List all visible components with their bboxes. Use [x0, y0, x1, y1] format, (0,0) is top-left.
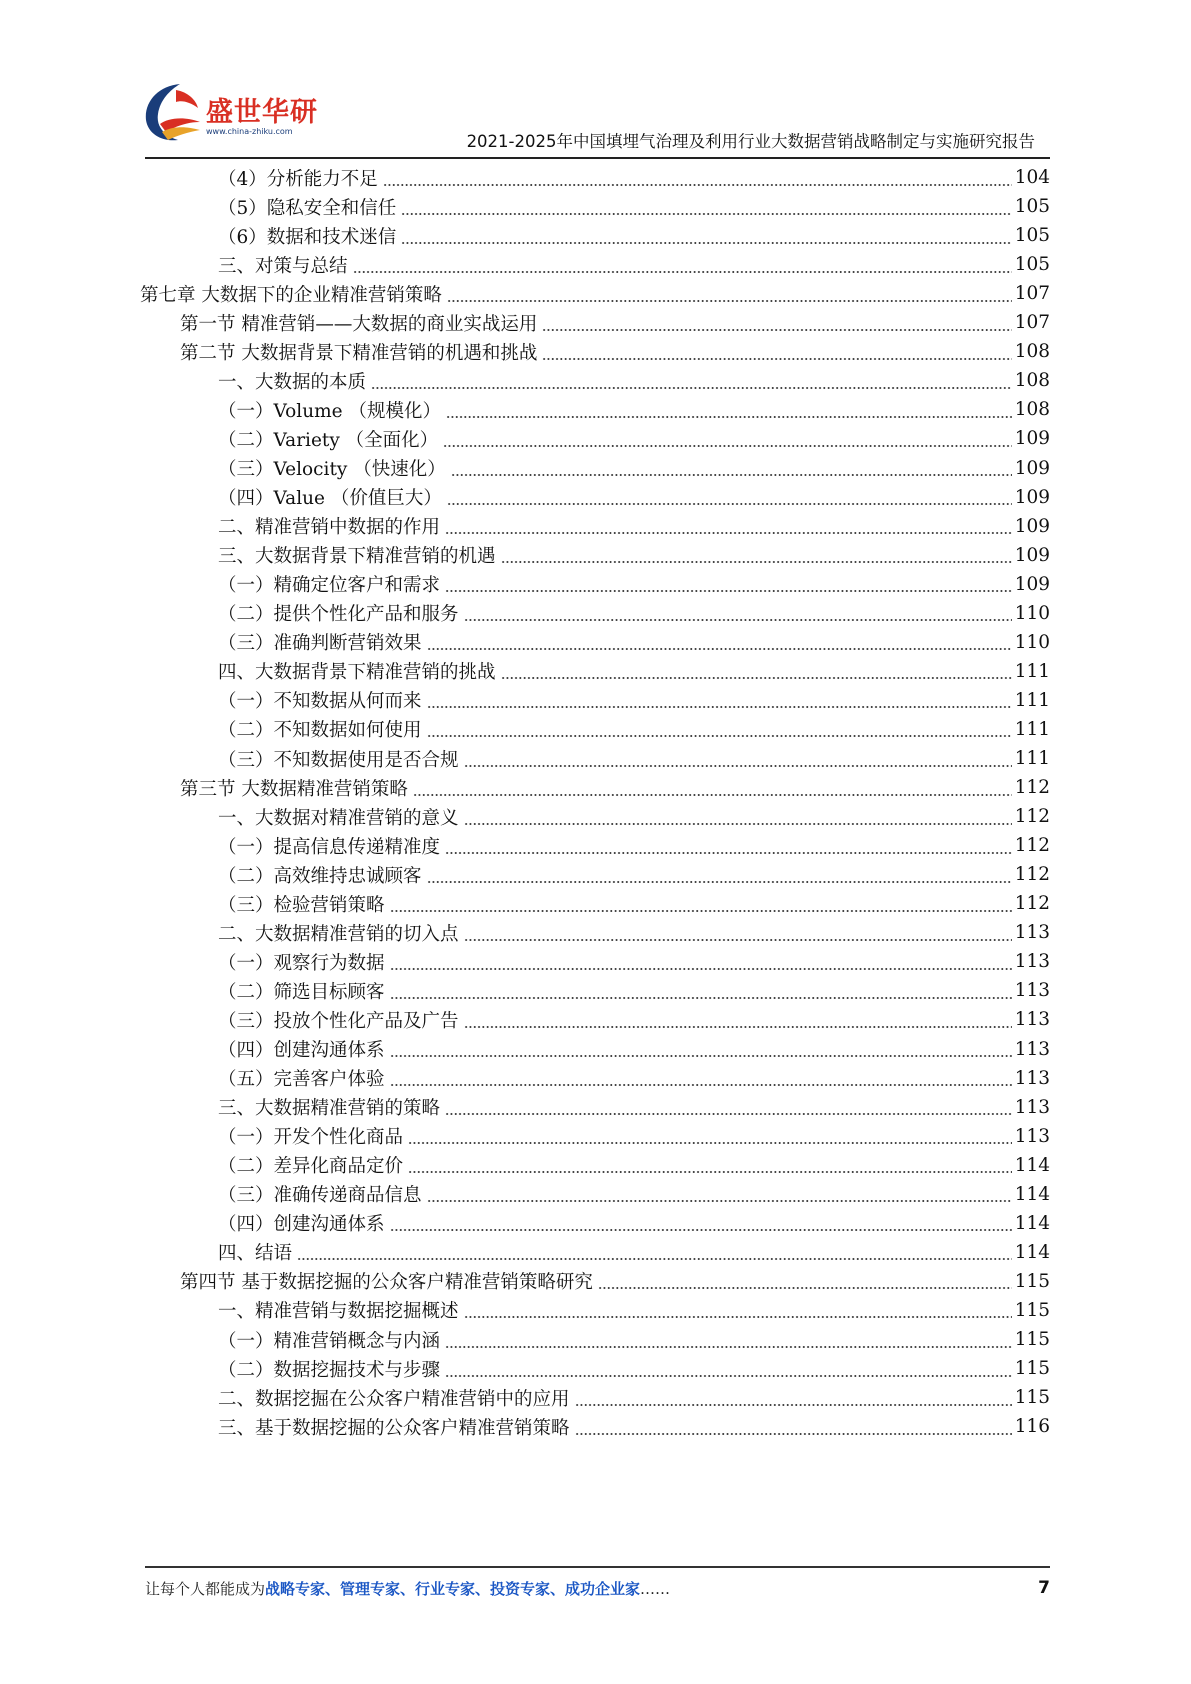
- toc-entry-label: 三、大数据背景下精准营销的机遇: [218, 546, 496, 568]
- toc-leader-dots: [542, 329, 1011, 331]
- toc-entry-label: （三）不知数据使用是否合规: [218, 749, 459, 771]
- toc-entry-label: （四）创建沟通体系: [218, 1214, 385, 1236]
- slogan-highlight: 战略专家、管理专家、行业专家、投资专家、成功企业家: [265, 1580, 641, 1598]
- toc-leader-dots: [390, 1084, 1012, 1086]
- toc-leader-dots: [447, 503, 1012, 505]
- toc-entry-label: 四、大数据背景下精准营销的挑战: [218, 662, 496, 684]
- toc-entry-page: 115: [1014, 1270, 1050, 1292]
- toc-entry[interactable]: [218, 540, 1050, 571]
- toc-entry[interactable]: [218, 1034, 1050, 1065]
- toc-entry-page: 114: [1014, 1154, 1050, 1176]
- toc-entry-label: （一）精确定位客户和需求: [218, 575, 441, 597]
- toc-leader-dots: [401, 213, 1011, 215]
- page-footer: [145, 1578, 1050, 1602]
- toc-leader-dots: [598, 1287, 1012, 1289]
- toc-leader-dots: [542, 358, 1011, 360]
- toc-entry-page: 111: [1014, 718, 1050, 740]
- toc-leader-dots: [353, 271, 1012, 273]
- brand-url: www.china-zhiku.com: [206, 127, 293, 136]
- toc-leader-dots: [464, 1316, 1012, 1318]
- toc-entry[interactable]: [218, 453, 1050, 484]
- toc-entry[interactable]: [218, 249, 1050, 280]
- toc-entry-label: （一）提高信息传递精准度: [218, 836, 441, 858]
- toc-leader-dots: [390, 1229, 1012, 1231]
- toc-entry-label: （5）隐私安全和信任: [218, 197, 397, 219]
- toc-entry-label: （二）不知数据如何使用: [218, 720, 422, 742]
- toc-entry[interactable]: [218, 888, 1050, 919]
- toc-leader-dots: [447, 300, 1012, 302]
- toc-leader-dots: [390, 1055, 1012, 1057]
- toc-leader-dots: [575, 1404, 1012, 1406]
- toc-entry[interactable]: [218, 191, 1050, 222]
- toc-entry-page: 115: [1014, 1329, 1050, 1350]
- toc-entry-page: 112: [1014, 777, 1050, 799]
- toc-leader-dots: [443, 445, 1012, 447]
- toc-leader-dots: [390, 910, 1012, 912]
- toc-entry[interactable]: [218, 917, 1050, 948]
- toc-entry[interactable]: [218, 1353, 1050, 1384]
- toc-entry-page: 104: [1014, 167, 1050, 188]
- toc-entry-page: 113: [1014, 951, 1050, 973]
- toc-entry-page: 112: [1014, 806, 1050, 828]
- toc-entry-label: （4）分析能力不足: [218, 168, 378, 190]
- toc-entry-label: （三）准确传递商品信息: [218, 1185, 422, 1207]
- toc-leader-dots: [413, 794, 1012, 796]
- toc-entry-page: 112: [1014, 864, 1050, 886]
- toc-leader-dots: [464, 939, 1012, 941]
- toc-entry[interactable]: [218, 801, 1050, 832]
- header-divider: [145, 157, 1050, 159]
- toc-entry[interactable]: [218, 656, 1050, 687]
- toc-entry-page: 107: [1014, 283, 1050, 305]
- toc-entry-page: 113: [1014, 1125, 1050, 1147]
- report-title: 2021-2025年中国填埋气治理及利用行业大数据营销战略制定与实施研究报告: [466, 132, 1035, 151]
- toc-entry-page: 114: [1014, 1212, 1050, 1234]
- toc-leader-dots: [501, 677, 1012, 679]
- toc-entry-label: （四）Value （价值巨大）: [218, 488, 442, 510]
- toc-leader-dots: [427, 648, 1012, 650]
- toc-entry-page: 113: [1014, 1096, 1050, 1118]
- toc-entry-page: 111: [1014, 748, 1050, 769]
- toc-entry-label: （三）投放个性化产品及广告: [218, 1010, 459, 1032]
- toc-entry-label: （二）高效维持忠诚顾客: [218, 865, 422, 887]
- toc-entry[interactable]: [218, 685, 1050, 716]
- toc-entry-page: 105: [1014, 196, 1050, 218]
- toc-leader-dots: [445, 590, 1012, 592]
- logo-swoosh-icon: [140, 82, 206, 144]
- toc-leader-dots: [464, 1026, 1012, 1028]
- toc-entry-label: （三）准确判断营销效果: [218, 633, 422, 655]
- toc-entry[interactable]: [218, 482, 1050, 513]
- toc-entry[interactable]: [218, 859, 1050, 890]
- toc-entry-page: 108: [1014, 370, 1050, 392]
- toc-entry[interactable]: [218, 1382, 1050, 1413]
- toc-entry-page: 111: [1014, 689, 1050, 711]
- toc-leader-dots: [383, 184, 1012, 186]
- toc-leader-dots: [297, 1258, 1012, 1260]
- toc-entry-label: （一）不知数据从何而来: [218, 691, 422, 713]
- toc-entry[interactable]: [218, 365, 1050, 396]
- toc-entry-page: 109: [1014, 457, 1050, 479]
- toc-entry-label: （6）数据和技术迷信: [218, 226, 397, 248]
- footer-divider: [145, 1566, 1050, 1568]
- toc-leader-dots: [451, 474, 1012, 476]
- toc-leader-dots: [445, 1113, 1012, 1115]
- toc-leader-dots: [427, 1200, 1012, 1202]
- page-number: 7: [1038, 1578, 1050, 1598]
- toc-entry-label: 第一节 精准营销——大数据的商业实战运用: [180, 313, 538, 335]
- toc-entry[interactable]: [218, 714, 1050, 745]
- toc-leader-dots: [501, 561, 1012, 563]
- toc-leader-dots: [408, 1142, 1012, 1144]
- toc-entry[interactable]: [218, 1324, 1050, 1355]
- toc-entry-label: （三）Velocity （快速化）: [218, 459, 446, 480]
- toc-entry[interactable]: [218, 162, 1050, 193]
- slogan-prefix: 让每个人都能成为: [145, 1580, 266, 1598]
- toc-entry-label: 第四节 基于数据挖掘的公众客户精准营销策略研究: [180, 1272, 593, 1294]
- toc-entry-label: 一、大数据的本质: [218, 371, 367, 393]
- toc-entry[interactable]: [218, 1237, 1050, 1268]
- toc-entry-page: 112: [1014, 893, 1050, 915]
- toc-entry-label: 三、大数据精准营销的策略: [218, 1098, 441, 1120]
- toc-entry-page: 110: [1014, 602, 1050, 624]
- toc-entry-label: 二、精准营销中数据的作用: [218, 517, 441, 539]
- toc-entry-label: （四）创建沟通体系: [218, 1040, 385, 1061]
- toc-entry-label: 四、结语: [218, 1243, 293, 1265]
- toc-entry-page: 112: [1014, 835, 1050, 857]
- toc-leader-dots: [445, 532, 1012, 534]
- toc-entry-page: 115: [1014, 1358, 1050, 1380]
- toc-entry-page: 105: [1014, 225, 1050, 247]
- toc-entry[interactable]: [218, 1121, 1050, 1152]
- toc-leader-dots: [427, 881, 1012, 883]
- brand-name: 盛世华研: [206, 97, 318, 128]
- toc-entry[interactable]: [218, 1411, 1050, 1442]
- toc-entry-page: 114: [1014, 1183, 1050, 1205]
- toc-entry-label: （五）完善客户体验: [218, 1069, 385, 1091]
- toc-entry-page: 108: [1014, 399, 1050, 421]
- toc-leader-dots: [427, 735, 1012, 737]
- toc-leader-dots: [445, 1346, 1012, 1348]
- page-header: [0, 0, 1191, 160]
- toc-entry[interactable]: [218, 511, 1050, 542]
- toc-entry-label: （二）数据挖掘技术与步骤: [218, 1359, 441, 1381]
- toc-entry-page: 110: [1014, 631, 1050, 653]
- toc-leader-dots: [408, 1171, 1012, 1173]
- toc-entry[interactable]: [218, 975, 1050, 1006]
- toc-entry-label: 二、大数据精准营销的切入点: [218, 923, 459, 945]
- toc-entry[interactable]: [180, 307, 1050, 338]
- toc-entry[interactable]: [218, 1092, 1050, 1123]
- toc-entry-page: 115: [1014, 1299, 1050, 1321]
- footer-slogan: [145, 1578, 670, 1599]
- toc-entry[interactable]: [218, 1208, 1050, 1239]
- toc-leader-dots: [464, 765, 1012, 767]
- toc-entry-label: 三、对策与总结: [218, 255, 348, 277]
- toc-entry-page: 114: [1014, 1241, 1050, 1263]
- toc-entry-label: （一）Volume （规模化）: [218, 400, 442, 422]
- toc-entry-page: 113: [1014, 1038, 1050, 1060]
- toc-entry-page: 113: [1014, 922, 1050, 944]
- toc-entry[interactable]: [180, 1266, 1050, 1297]
- toc-entry[interactable]: [218, 1063, 1050, 1094]
- toc-leader-dots: [446, 416, 1012, 418]
- toc-entry-page: 116: [1014, 1416, 1050, 1438]
- toc-leader-dots: [401, 242, 1011, 244]
- toc-entry-page: 111: [1014, 660, 1050, 682]
- toc-entry-page: 109: [1014, 428, 1050, 450]
- toc-entry[interactable]: [218, 1295, 1050, 1326]
- toc-entry[interactable]: [218, 1150, 1050, 1181]
- toc-entry-page: 113: [1014, 1009, 1050, 1031]
- toc-entry-page: 115: [1014, 1387, 1050, 1409]
- toc-entry[interactable]: [218, 598, 1050, 629]
- toc-entry-label: （二）提供个性化产品和服务: [218, 604, 459, 626]
- toc-entry-label: （三）检验营销策略: [218, 894, 385, 916]
- toc-entry-label: 一、大数据对精准营销的意义: [218, 807, 459, 829]
- toc-entry-label: （二）筛选目标顾客: [218, 981, 385, 1003]
- toc-entry[interactable]: [218, 394, 1050, 425]
- toc-entry-page: 109: [1014, 544, 1050, 566]
- toc-entry-label: （一）开发个性化商品: [218, 1127, 404, 1149]
- toc-leader-dots: [427, 706, 1012, 708]
- toc-entry-label: 第七章 大数据下的企业精准营销策略: [140, 284, 442, 306]
- toc-entry-label: （二）Variety （全面化）: [218, 429, 439, 451]
- toc-entry[interactable]: [218, 423, 1050, 454]
- toc-entry-page: 109: [1014, 573, 1050, 595]
- brand-logo: [140, 82, 318, 152]
- toc-entry[interactable]: [218, 1179, 1050, 1210]
- toc-entry[interactable]: [218, 220, 1050, 251]
- toc-entry-label: （一）观察行为数据: [218, 952, 385, 974]
- toc-leader-dots: [390, 968, 1012, 970]
- toc-entry-label: 一、精准营销与数据挖掘概述: [218, 1301, 459, 1323]
- toc-entry-page: 108: [1014, 341, 1050, 363]
- toc-entry[interactable]: [218, 830, 1050, 861]
- toc-entry-label: 第二节 大数据背景下精准营销的机遇和挑战: [180, 342, 538, 364]
- toc-entry[interactable]: [218, 946, 1050, 977]
- toc-leader-dots: [371, 387, 1012, 389]
- toc-entry[interactable]: [218, 1004, 1050, 1035]
- toc-entry-label: 二、数据挖掘在公众客户精准营销中的应用: [218, 1388, 570, 1410]
- toc-entry-page: 109: [1014, 515, 1050, 537]
- toc-entry-label: （一）精准营销概念与内涵: [218, 1330, 441, 1352]
- toc-leader-dots: [445, 852, 1012, 854]
- toc-entry[interactable]: [218, 627, 1050, 658]
- toc-entry-label: 第三节 大数据精准营销策略: [180, 778, 408, 800]
- slogan-suffix: ……: [640, 1580, 671, 1598]
- toc-entry[interactable]: [140, 278, 1050, 309]
- toc-entry-label: 三、基于数据挖掘的公众客户精准营销策略: [218, 1417, 570, 1439]
- toc-entry-page: 113: [1014, 980, 1050, 1002]
- toc-entry-label: （二）差异化商品定价: [218, 1156, 404, 1178]
- toc-entry-page: 113: [1014, 1067, 1050, 1089]
- toc-leader-dots: [445, 1375, 1012, 1377]
- toc-entry-page: 107: [1014, 312, 1050, 334]
- toc-leader-dots: [390, 997, 1012, 999]
- toc-entry[interactable]: [218, 743, 1050, 774]
- toc-leader-dots: [575, 1433, 1012, 1435]
- toc-entry[interactable]: [180, 772, 1050, 803]
- toc-entry-page: 109: [1014, 486, 1050, 508]
- toc-entry[interactable]: [180, 336, 1050, 367]
- toc-leader-dots: [464, 823, 1012, 825]
- toc-entry-page: 105: [1014, 254, 1050, 276]
- toc-leader-dots: [464, 619, 1012, 621]
- toc-entry[interactable]: [218, 569, 1050, 600]
